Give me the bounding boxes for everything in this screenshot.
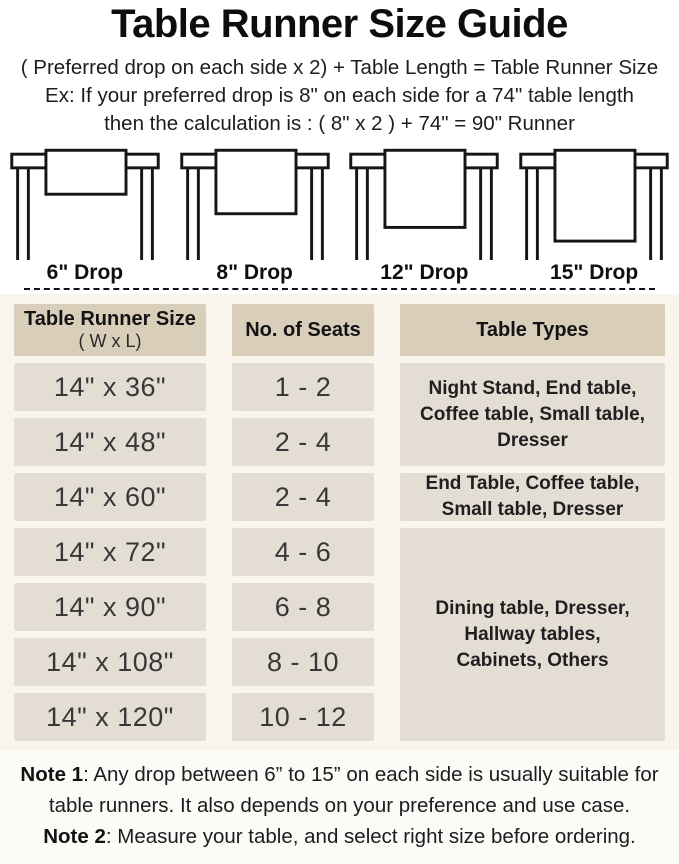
runner-size-cell: 14" x 48" xyxy=(14,418,206,466)
drop-label: 15" Drop xyxy=(550,261,639,284)
column-header-title: Table Runner Size xyxy=(24,308,196,330)
seats-cell: 10 - 12 xyxy=(232,693,374,741)
seats-cell: 1 - 2 xyxy=(232,363,374,411)
table-types-cell-small-tables: Night Stand, End table, Coffee table, Small table, Dresser xyxy=(400,363,665,466)
drop-label: 8" Drop xyxy=(216,261,293,284)
column-header-title: No. of Seats xyxy=(245,318,361,341)
column-header-subtitle: ( W x L) xyxy=(78,331,142,351)
table-types-cell-large-tables: Dining table, Dresser, Hallway tables, Cabinets, Others xyxy=(400,528,665,741)
note-1 xyxy=(10,759,670,821)
table-with-runner-icon xyxy=(2,146,168,260)
seats-cell: 2 - 4 xyxy=(232,418,374,466)
table-with-runner-icon xyxy=(511,146,677,260)
runner-size-cell: 14" x 120" xyxy=(14,693,206,741)
notes xyxy=(0,750,679,864)
drop-label: 12" Drop xyxy=(380,261,469,284)
size-table-section xyxy=(0,294,679,750)
runner-size-cell: 14" x 72" xyxy=(14,528,206,576)
example-line-2: then the calculation is : ( 8" x 2 ) + 74" = 90" Runner xyxy=(104,112,575,135)
drop-illustration-12in xyxy=(340,146,510,285)
size-table xyxy=(14,304,668,741)
drop-illustration-8in xyxy=(170,146,340,285)
seats-cell: 2 - 4 xyxy=(232,473,374,521)
note-2-label: Note 2 xyxy=(43,825,106,848)
table-with-runner-icon xyxy=(341,146,507,260)
header xyxy=(0,0,679,137)
seats-cell: 8 - 10 xyxy=(232,638,374,686)
column-header-table-types xyxy=(400,304,665,356)
column-header-seats xyxy=(232,304,374,356)
note-1-label: Note 1 xyxy=(20,763,84,786)
page-title: Table Runner Size Guide xyxy=(111,2,568,46)
drop-label: 6" Drop xyxy=(46,261,124,284)
table-with-runner-icon xyxy=(172,146,338,260)
column-header-runner-size xyxy=(14,304,206,356)
runner-size-cell: 14" x 36" xyxy=(14,363,206,411)
drop-illustration-15in xyxy=(509,146,679,285)
note-2-text: : Measure your table, and select right size before ordering. xyxy=(105,825,636,848)
column-header-title: Table Types xyxy=(476,318,589,341)
seats-cell: 4 - 6 xyxy=(232,528,374,576)
runner-size-cell: 14" x 60" xyxy=(14,473,206,521)
table-types-cell-medium-tables: End Table, Coffee table, Small table, Dresser xyxy=(400,473,665,521)
runner-size-cell: 14" x 108" xyxy=(14,638,206,686)
dashed-divider xyxy=(24,288,655,290)
runner-size-cell: 14" x 90" xyxy=(14,583,206,631)
note-1-text: : Any drop between 6” to 15” on each side is usually suitable for table runners. It also depends on your preference and use case. xyxy=(48,763,659,817)
example-line-1: Ex: If your preferred drop is 8" on each side for a 74" table length xyxy=(45,84,634,107)
formula-line: ( Preferred drop on each side x 2) + Table Length = Table Runner Size xyxy=(20,56,659,79)
drop-illustrations-row xyxy=(0,146,679,285)
drop-illustration-6in xyxy=(0,146,170,285)
seats-cell: 6 - 8 xyxy=(232,583,374,631)
